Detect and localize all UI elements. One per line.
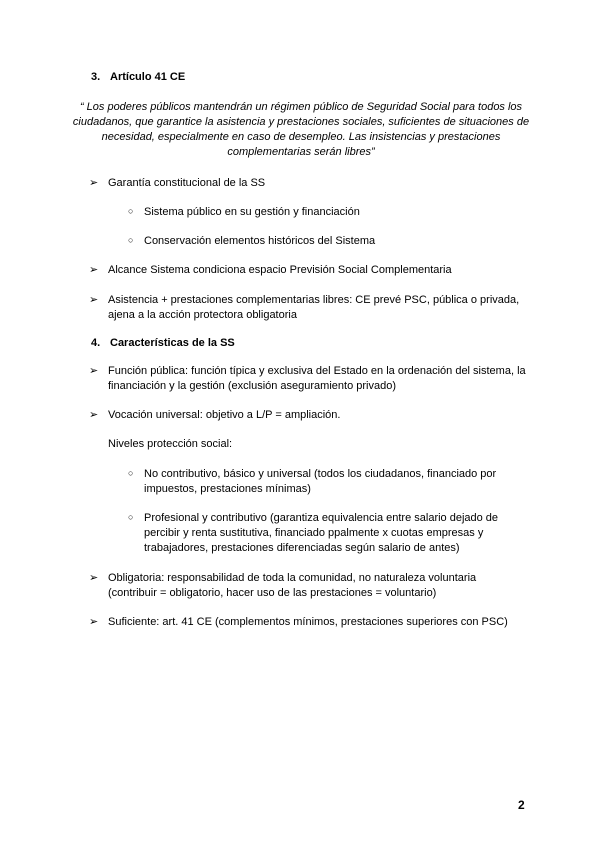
section-4-number: 4. <box>91 337 101 349</box>
section-4-title: Características de la SS <box>110 337 235 349</box>
circle-bullet-icon: ○ <box>128 512 134 522</box>
circle-bullet-icon: ○ <box>128 468 134 478</box>
sub-bullet-no-contributivo: No contributivo, básico y universal (todos los ciudadanos, financiado por impuestos, prestaciones mínimas) <box>144 468 497 495</box>
arrow-bullet-icon: ➢ <box>89 264 99 276</box>
bullet-garantia: Garantía constitucional de la SS <box>108 177 266 189</box>
arrow-bullet-icon: ➢ <box>89 616 99 628</box>
bullet-suficiente: Suficiente: art. 41 CE (complementos mínimos, prestaciones superiores con PSC) <box>108 616 508 628</box>
arrow-bullet-icon: ➢ <box>89 572 99 584</box>
arrow-bullet-icon: ➢ <box>89 409 99 421</box>
sub-bullet-sistema-publico: Sistema público en su gestión y financiación <box>144 206 360 218</box>
page-number: 2 <box>518 798 525 812</box>
sub-bullet-profesional: Profesional y contributivo (garantiza equivalencia entre salario dejado de percibir y renta sustitutiva, financiado ppalmente x cuotas empresas y trabajadores, prestaciones diferenciadas según salario de antes) <box>144 512 499 554</box>
sub-bullet-conservacion: Conservación elementos históricos del Sistema <box>144 235 376 247</box>
circle-bullet-icon: ○ <box>128 235 134 245</box>
niveles-label: Niveles protección social: <box>108 438 233 450</box>
arrow-bullet-icon: ➢ <box>89 294 99 306</box>
bullet-vocacion-universal: Vocación universal: objetivo a L/P = ampliación. <box>108 409 341 421</box>
bullet-obligatoria: Obligatoria: responsabilidad de toda la comunidad, no naturaleza voluntaria (contribuir = obligatorio, hacer uso de las prestaciones = voluntario) <box>108 572 477 599</box>
bullet-funcion-publica: Función pública: función típica y exclusiva del Estado en la ordenación del sistema, la financiación y la gestión (exclusión aseguramiento privado) <box>108 365 526 392</box>
circle-bullet-icon: ○ <box>128 206 134 216</box>
article-quote: “ Los poderes públicos mantendrán un régimen público de Seguridad Social para todos los ciudadanos, que garantice la asistencia y prestaciones sociales, suficientes de situaciones de necesidad, especialmente en caso de desempleo. Las insistencias y prestaciones complementarias serán libres” <box>72 101 530 158</box>
section-3-title: Artículo 41 CE <box>110 71 186 83</box>
section-3-number: 3. <box>91 71 101 83</box>
bullet-asistencia: Asistencia + prestaciones complementarias libres: CE prevé PSC, pública o privada, ajena a la acción protectora obligatoria <box>108 294 520 321</box>
arrow-bullet-icon: ➢ <box>89 177 99 189</box>
bullet-alcance: Alcance Sistema condiciona espacio Previsión Social Complementaria <box>108 264 452 276</box>
arrow-bullet-icon: ➢ <box>89 365 99 377</box>
